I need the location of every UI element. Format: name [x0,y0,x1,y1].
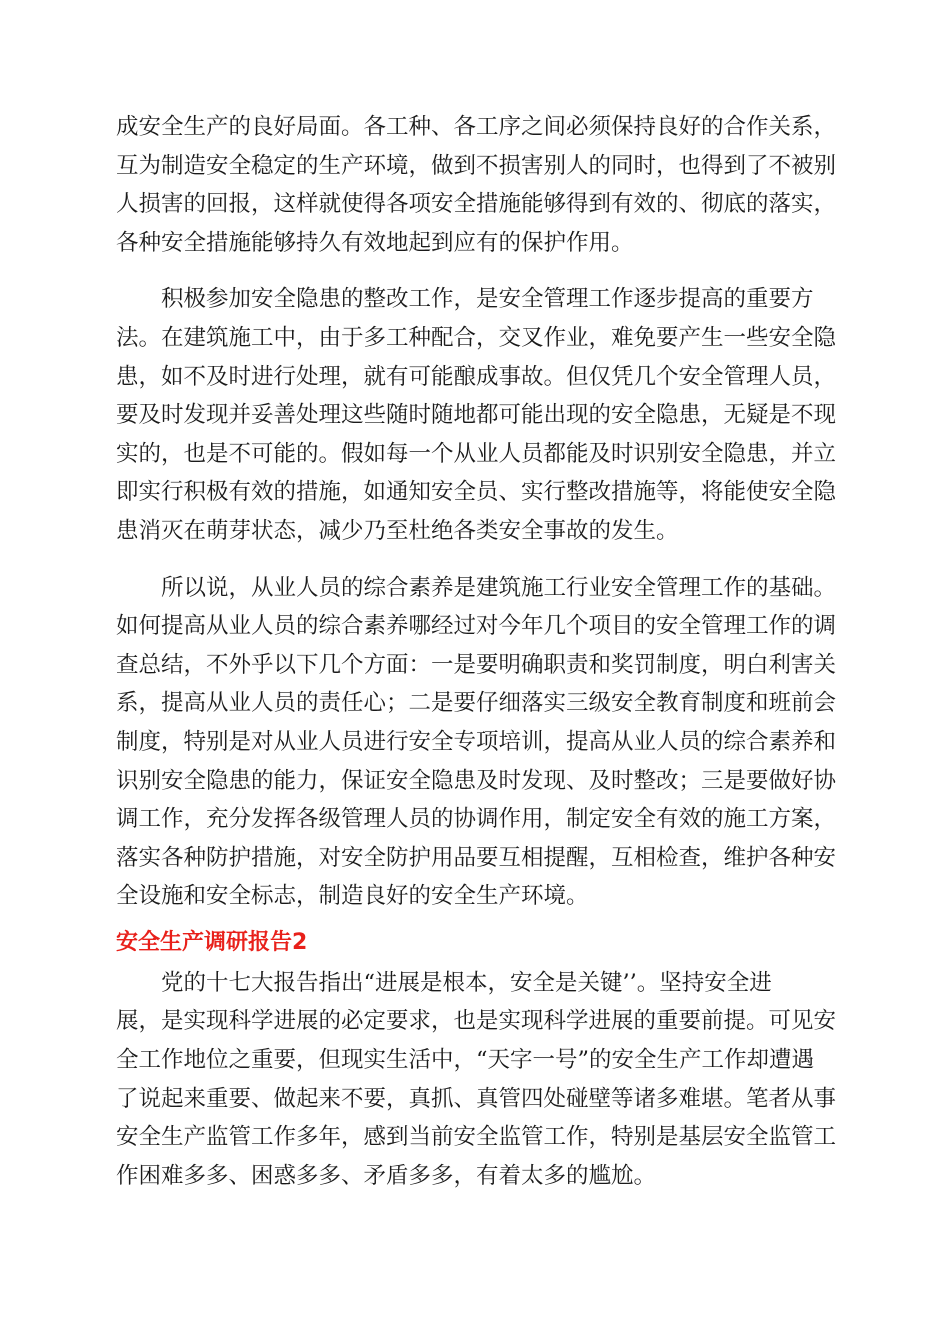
text-line: 全设施和安全标志，制造良好的安全生产环境。 [116,883,589,910]
paragraph-section2 [116,964,837,1196]
text-line: 全工作地位之重要，但现实生活中，“天字一号”的安全生产工作却遭遇 [116,1047,815,1074]
text-line: 人损害的回报，这样就使得各项安全措施能够得到有效的、彻底的落实， [116,191,837,218]
document-page [116,108,837,1195]
text-line: 如何提高从业人员的综合素养哪经过对今年几个项目的安全管理工作的调 [116,613,837,640]
paragraph-gap [116,262,834,280]
text-line: 成安全生产的良好局面。各工种、各工序之间必须保持良好的合作关系， [116,114,837,140]
text-line: 患消灭在萌芽状态，减少乃至杜绝各类安全事故的发生。 [116,517,679,544]
text-line: 所以说，从业人员的综合素养是建筑施工行业安全管理工作的基础。 [161,574,837,601]
text-line: 互为制造安全稳定的生产环境，做到不损害别人的同时，也得到了不被别 [116,152,837,179]
text-line: 法。在建筑施工中，由于多工种配合，交叉作业，难免要产生一些安全隐 [116,324,837,351]
text-line: 识别安全隐患的能力，保证安全隐患及时发现、及时整改；三是要做好协 [116,767,837,794]
text-line: 患，如不及时进行处理，就有可能酿成事故。但仅凭几个安全管理人员， [116,363,837,390]
section-heading: 安全生产调研报告2 [116,929,308,955]
text-line: 了说起来重要、做起来不要，真抓、真管四处碰壁等诸多难堪。笔者从事 [116,1085,837,1112]
paragraph-3 [116,569,837,916]
paragraph-1 [116,108,837,262]
text-line: 党的十七大报告指出“进展是根本，安全是关键’’。坚持安全进 [161,969,772,996]
text-line: 作困难多多、困惑多多、矛盾多多，有着太多的尴尬。 [116,1162,657,1189]
text-line: 要及时发现并妥善处理这些随时随地都可能出现的安全隐患，无疑是不现 [116,402,837,429]
text-line: 调工作，充分发挥各级管理人员的协调作用，制定安全有效的施工方案， [116,806,837,833]
text-line: 各种安全措施能够持久有效地起到应有的保护作用。 [116,229,634,256]
text-line: 查总结，不外乎以下几个方面：一是要明确职责和奖罚制度，明白利害关 [116,651,837,678]
text-line: 安全生产监管工作多年，感到当前安全监管工作，特别是基层安全监管工 [116,1124,837,1151]
text-line: 即实行积极有效的措施，如通知安全员、实行整改措施等，将能使安全隐 [116,479,837,506]
text-line: 展，是实现科学进展的必定要求，也是实现科学进展的重要前提。可见安 [116,1008,837,1035]
text-line: 制度，特别是对从业人员进行安全专项培训，提高从业人员的综合素养和 [116,728,837,755]
paragraph-gap [116,551,834,569]
text-line: 积极参加安全隐患的整改工作，是安全管理工作逐步提高的重要方 [161,286,814,313]
text-line: 落实各种防护措施，对安全防护用品要互相提醒，互相检查，维护各种安 [116,844,837,871]
paragraph-2 [116,280,837,550]
text-line: 系，提高从业人员的责任心；二是要仔细落实三级安全教育制度和班前会 [116,690,837,717]
text-line: 实的，也是不可能的。假如每一个从业人员都能及时识别安全隐患，并立 [116,440,837,467]
